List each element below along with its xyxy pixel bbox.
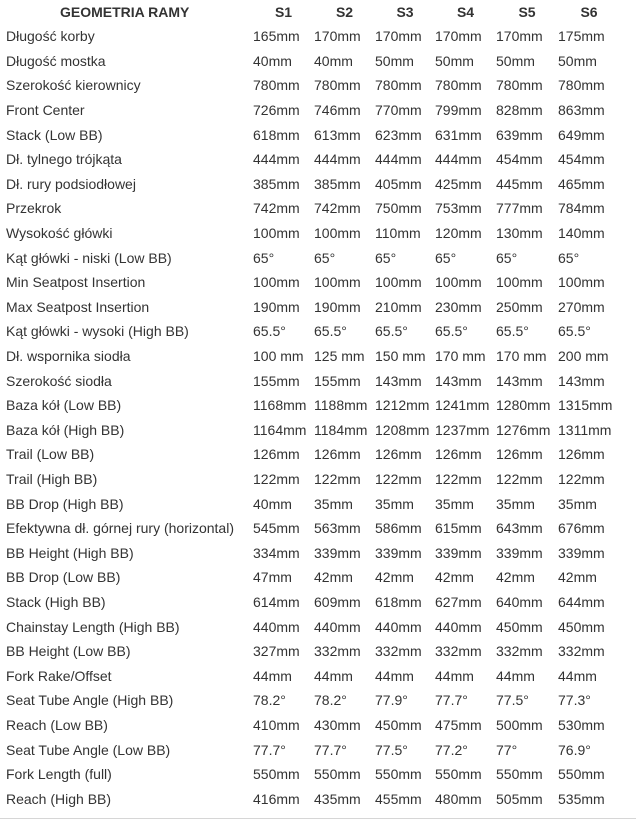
- table-row: [6, 73, 620, 98]
- size-value-s5: 1280mm: [496, 397, 551, 414]
- size-value-s4: 65°: [435, 249, 457, 266]
- size-value-s1: 100mm: [253, 225, 300, 242]
- size-value-s2: 44mm: [314, 667, 353, 684]
- size-value-s6: 65°: [558, 249, 580, 266]
- row-label: Stack (High BB): [6, 593, 106, 610]
- size-value-s4: 475mm: [435, 716, 482, 733]
- size-value-s6: 339mm: [558, 544, 605, 561]
- size-value-s1: 327mm: [253, 643, 300, 660]
- size-value-s2: 385mm: [314, 175, 361, 192]
- size-value-s1: 618mm: [253, 126, 300, 143]
- row-label: Dł. tylnego trójkąta: [6, 151, 122, 168]
- size-value-s5: 65.5°: [496, 323, 529, 340]
- table-row: [6, 590, 620, 615]
- row-label: Stack (Low BB): [6, 126, 103, 143]
- size-value-s2: 100mm: [314, 274, 361, 291]
- size-value-s6: 450mm: [558, 618, 605, 635]
- table-row: [6, 614, 620, 639]
- size-value-s1: 545mm: [253, 520, 300, 537]
- size-value-s3: 618mm: [375, 593, 422, 610]
- size-value-s2: 430mm: [314, 716, 361, 733]
- size-value-s5: 500mm: [496, 716, 543, 733]
- column-header-s3: S3: [396, 4, 414, 20]
- size-value-s5: 126mm: [496, 446, 543, 463]
- size-value-s5: 100mm: [496, 274, 543, 291]
- size-value-s2: 65°: [314, 249, 336, 266]
- row-label: Chainstay Length (High BB): [6, 618, 180, 635]
- size-value-s1: 65.5°: [253, 323, 286, 340]
- size-value-s1: 155mm: [253, 372, 300, 389]
- size-value-s4: 780mm: [435, 77, 482, 94]
- table-row: [6, 565, 620, 590]
- size-value-s2: 742mm: [314, 200, 361, 217]
- table-row: [6, 49, 620, 74]
- size-value-s1: 190mm: [253, 298, 300, 315]
- size-value-s4: 143mm: [435, 372, 482, 389]
- size-value-s3: 332mm: [375, 643, 422, 660]
- size-value-s3: 65°: [375, 249, 397, 266]
- size-value-s3: 1212mm: [375, 397, 430, 414]
- table-row: [6, 491, 620, 516]
- size-value-s3: 550mm: [375, 766, 422, 783]
- size-value-s2: 444mm: [314, 151, 361, 168]
- size-value-s2: 339mm: [314, 544, 361, 561]
- row-label: Przekrok: [6, 200, 62, 217]
- table-row: [6, 713, 620, 738]
- size-value-s4: 425mm: [435, 175, 482, 192]
- size-value-s5: 1276mm: [496, 421, 551, 438]
- column-header-s4: S4: [456, 4, 475, 20]
- size-value-s5: 777mm: [496, 200, 543, 217]
- size-value-s2: 190mm: [314, 298, 361, 315]
- size-value-s2: 332mm: [314, 643, 361, 660]
- size-value-s3: 780mm: [375, 77, 422, 94]
- size-value-s2: 780mm: [314, 77, 361, 94]
- size-value-s3: 750mm: [375, 200, 422, 217]
- row-label: Dł. wspornika siodła: [6, 348, 131, 365]
- size-value-s3: 65.5°: [375, 323, 408, 340]
- size-value-s5: 170mm: [496, 28, 543, 45]
- size-value-s2: 609mm: [314, 593, 361, 610]
- size-value-s4: 44mm: [435, 667, 474, 684]
- size-value-s6: 784mm: [558, 200, 605, 217]
- size-value-s5: 65°: [496, 249, 518, 266]
- size-value-s3: 210mm: [375, 298, 422, 315]
- size-value-s3: 126mm: [375, 446, 422, 463]
- size-value-s1: 416mm: [253, 790, 300, 807]
- size-value-s4: 42mm: [435, 569, 474, 586]
- size-value-s1: 40mm: [253, 495, 292, 512]
- size-value-s2: 1184mm: [314, 421, 368, 438]
- size-value-s3: 450mm: [375, 716, 422, 733]
- size-value-s5: 44mm: [496, 667, 535, 684]
- size-value-s4: 631mm: [435, 126, 482, 143]
- size-value-s3: 110mm: [375, 225, 421, 242]
- geometry-table: [6, 0, 620, 811]
- size-value-s5: 505mm: [496, 790, 543, 807]
- size-value-s1: 77.7°: [253, 741, 286, 758]
- size-value-s2: 126mm: [314, 446, 361, 463]
- table-row: [6, 270, 620, 295]
- size-value-s5: 77°: [496, 741, 518, 758]
- column-header-s6: S6: [580, 4, 598, 20]
- size-value-s4: 753mm: [435, 200, 482, 217]
- size-value-s3: 1208mm: [375, 421, 430, 438]
- table-row: [6, 295, 620, 320]
- table-row: [6, 442, 620, 467]
- size-value-s3: 623mm: [375, 126, 422, 143]
- table-row: [6, 245, 620, 270]
- size-value-s6: 143mm: [558, 372, 605, 389]
- row-label: Reach (Low BB): [6, 716, 108, 733]
- size-value-s3: 170mm: [375, 28, 422, 45]
- row-label: Szerokość kierownicy: [6, 77, 141, 94]
- size-value-s3: 35mm: [375, 495, 414, 512]
- size-value-s1: 65°: [253, 249, 275, 266]
- size-value-s5: 828mm: [496, 102, 543, 119]
- size-value-s1: 1164mm: [253, 421, 307, 438]
- size-value-s5: 122mm: [496, 470, 543, 487]
- bottom-divider: [0, 818, 636, 819]
- table-row: [6, 344, 620, 369]
- table-row: [6, 196, 620, 221]
- size-value-s3: 440mm: [375, 618, 422, 635]
- size-value-s5: 250mm: [496, 298, 543, 315]
- size-value-s5: 332mm: [496, 643, 543, 660]
- column-header-s5: S5: [518, 4, 536, 20]
- row-label: Trail (Low BB): [6, 446, 95, 463]
- size-value-s6: 676mm: [558, 520, 605, 537]
- size-value-s1: 165mm: [253, 28, 300, 45]
- size-value-s5: 50mm: [496, 52, 535, 69]
- size-value-s3: 122mm: [375, 470, 422, 487]
- size-value-s5: 780mm: [496, 77, 543, 94]
- table-row: [6, 147, 620, 172]
- size-value-s2: 1188mm: [314, 397, 368, 414]
- row-label: Kąt główki - niski (Low BB): [6, 249, 172, 266]
- size-value-s5: 550mm: [496, 766, 543, 783]
- row-label: Reach (High BB): [6, 790, 112, 807]
- size-value-s3: 143mm: [375, 372, 422, 389]
- table-row: [6, 786, 620, 811]
- row-label: Dł. rury podsiodłowej: [6, 175, 136, 192]
- size-value-s4: 170mm: [435, 28, 482, 45]
- size-value-s2: 563mm: [314, 520, 361, 537]
- row-label: Max Seatpost Insertion: [6, 298, 150, 315]
- size-value-s5: 42mm: [496, 569, 535, 586]
- table-row: [6, 368, 620, 393]
- size-value-s5: 445mm: [496, 175, 543, 192]
- size-value-s1: 550mm: [253, 766, 300, 783]
- size-value-s3: 42mm: [375, 569, 414, 586]
- size-value-s1: 1168mm: [253, 397, 307, 414]
- size-value-s2: 613mm: [314, 126, 361, 143]
- size-value-s4: 170 mm: [435, 348, 486, 365]
- size-value-s5: 339mm: [496, 544, 543, 561]
- size-value-s6: 780mm: [558, 77, 605, 94]
- size-value-s2: 35mm: [314, 495, 353, 512]
- row-label: Min Seatpost Insertion: [6, 274, 146, 291]
- size-value-s3: 50mm: [375, 52, 414, 69]
- size-value-s1: 334mm: [253, 544, 300, 561]
- row-label: Baza kół (Low BB): [6, 397, 122, 414]
- row-label: BB Height (High BB): [6, 544, 134, 561]
- size-value-s6: 122mm: [558, 470, 605, 487]
- size-value-s5: 77.5°: [496, 692, 529, 709]
- table-body: [6, 24, 620, 811]
- table-row: [6, 24, 620, 49]
- column-header-s1: S1: [274, 4, 293, 20]
- size-value-s4: 126mm: [435, 446, 482, 463]
- size-value-s3: 150 mm: [375, 348, 426, 365]
- table-header-row: [6, 0, 620, 24]
- size-value-s2: 40mm: [314, 52, 353, 69]
- size-value-s4: 120mm: [435, 225, 482, 242]
- size-value-s6: 863mm: [558, 102, 605, 119]
- size-value-s1: 44mm: [253, 667, 292, 684]
- row-label: Front Center: [6, 102, 85, 119]
- size-value-s1: 385mm: [253, 175, 300, 192]
- size-value-s6: 65.5°: [558, 323, 591, 340]
- size-value-s4: 100mm: [435, 274, 482, 291]
- size-value-s1: 122mm: [253, 470, 300, 487]
- row-label: BB Drop (Low BB): [6, 569, 121, 586]
- row-label: Efektywna dł. górnej rury (horizontal): [6, 520, 234, 537]
- size-value-s1: 742mm: [253, 200, 300, 217]
- size-value-s1: 444mm: [253, 151, 300, 168]
- size-value-s3: 77.5°: [375, 741, 408, 758]
- size-value-s1: 126mm: [253, 446, 300, 463]
- size-value-s6: 649mm: [558, 126, 605, 143]
- size-value-s1: 726mm: [253, 102, 300, 119]
- size-value-s3: 444mm: [375, 151, 422, 168]
- size-value-s6: 1315mm: [558, 397, 613, 414]
- size-value-s5: 130mm: [496, 225, 543, 242]
- table-row: [6, 319, 620, 344]
- size-value-s6: 126mm: [558, 446, 605, 463]
- size-value-s2: 77.7°: [314, 741, 347, 758]
- table-row: [6, 418, 620, 443]
- size-value-s1: 780mm: [253, 77, 300, 94]
- size-value-s1: 78.2°: [253, 692, 286, 709]
- size-value-s4: 50mm: [435, 52, 474, 69]
- size-value-s6: 35mm: [558, 495, 597, 512]
- size-value-s2: 78.2°: [314, 692, 347, 709]
- size-value-s3: 586mm: [375, 520, 422, 537]
- size-value-s6: 465mm: [558, 175, 605, 192]
- size-value-s6: 550mm: [558, 766, 605, 783]
- size-value-s6: 44mm: [558, 667, 597, 684]
- size-value-s2: 550mm: [314, 766, 361, 783]
- size-value-s4: 1237mm: [435, 421, 490, 438]
- size-value-s3: 770mm: [375, 102, 422, 119]
- size-value-s6: 332mm: [558, 643, 605, 660]
- table-row: [6, 467, 620, 492]
- size-value-s4: 122mm: [435, 470, 482, 487]
- size-value-s5: 454mm: [496, 151, 543, 168]
- size-value-s2: 170mm: [314, 28, 361, 45]
- size-value-s4: 440mm: [435, 618, 482, 635]
- size-value-s4: 339mm: [435, 544, 482, 561]
- row-label: Seat Tube Angle (High BB): [6, 692, 174, 709]
- size-value-s6: 530mm: [558, 716, 605, 733]
- size-value-s4: 77.2°: [435, 741, 468, 758]
- row-label: Wysokość główki: [6, 225, 113, 242]
- column-header-geometry: GEOMETRIA RAMY: [60, 4, 190, 20]
- table-row: [6, 516, 620, 541]
- row-label: BB Height (Low BB): [6, 643, 131, 660]
- size-value-s6: 140mm: [558, 225, 605, 242]
- size-value-s4: 1241mm: [435, 397, 490, 414]
- size-value-s4: 550mm: [435, 766, 482, 783]
- size-value-s1: 410mm: [253, 716, 300, 733]
- size-value-s2: 100mm: [314, 225, 361, 242]
- size-value-s2: 155mm: [314, 372, 361, 389]
- size-value-s1: 440mm: [253, 618, 300, 635]
- size-value-s2: 65.5°: [314, 323, 347, 340]
- size-value-s1: 100 mm: [253, 348, 304, 365]
- size-value-s3: 44mm: [375, 667, 414, 684]
- row-label: Fork Rake/Offset: [6, 667, 112, 684]
- row-label: Seat Tube Angle (Low BB): [6, 741, 171, 758]
- size-value-s6: 50mm: [558, 52, 597, 69]
- row-label: BB Drop (High BB): [6, 495, 124, 512]
- size-value-s5: 143mm: [496, 372, 543, 389]
- size-value-s2: 42mm: [314, 569, 353, 586]
- size-value-s4: 230mm: [435, 298, 482, 315]
- size-value-s6: 270mm: [558, 298, 605, 315]
- size-value-s3: 455mm: [375, 790, 422, 807]
- table-row: [6, 762, 620, 787]
- size-value-s3: 100mm: [375, 274, 422, 291]
- size-value-s4: 627mm: [435, 593, 482, 610]
- table-row: [6, 122, 620, 147]
- size-value-s3: 339mm: [375, 544, 422, 561]
- size-value-s3: 405mm: [375, 175, 422, 192]
- size-value-s4: 77.7°: [435, 692, 468, 709]
- column-header-s2: S2: [335, 4, 354, 20]
- size-value-s6: 535mm: [558, 790, 605, 807]
- size-value-s2: 122mm: [314, 470, 361, 487]
- table-row: [6, 688, 620, 713]
- size-value-s1: 40mm: [253, 52, 292, 69]
- table-row: [6, 737, 620, 762]
- row-label: Długość korby: [6, 28, 95, 45]
- size-value-s5: 640mm: [496, 593, 543, 610]
- size-value-s2: 440mm: [314, 618, 361, 635]
- size-value-s5: 35mm: [496, 495, 535, 512]
- table-row: [6, 639, 620, 664]
- row-label: Trail (High BB): [6, 470, 98, 487]
- table-row: [6, 393, 620, 418]
- size-value-s6: 1311mm: [558, 421, 612, 438]
- size-value-s5: 450mm: [496, 618, 543, 635]
- size-value-s4: 615mm: [435, 520, 482, 537]
- size-value-s4: 480mm: [435, 790, 482, 807]
- row-label: Szerokość siodła: [6, 372, 112, 389]
- size-value-s5: 639mm: [496, 126, 543, 143]
- size-value-s4: 799mm: [435, 102, 482, 119]
- size-value-s4: 35mm: [435, 495, 474, 512]
- size-value-s6: 200 mm: [558, 348, 609, 365]
- size-value-s4: 444mm: [435, 151, 482, 168]
- size-value-s5: 643mm: [496, 520, 543, 537]
- size-value-s6: 76.9°: [558, 741, 591, 758]
- size-value-s1: 614mm: [253, 593, 300, 610]
- size-value-s2: 746mm: [314, 102, 361, 119]
- table-row: [6, 172, 620, 197]
- row-label: Fork Length (full): [6, 766, 112, 783]
- size-value-s6: 77.3°: [558, 692, 591, 709]
- size-value-s6: 454mm: [558, 151, 605, 168]
- size-value-s6: 644mm: [558, 593, 605, 610]
- size-value-s5: 170 mm: [496, 348, 547, 365]
- row-label: Kąt główki - wysoki (High BB): [6, 323, 189, 340]
- table-row: [6, 540, 620, 565]
- size-value-s6: 100mm: [558, 274, 605, 291]
- size-value-s1: 100mm: [253, 274, 300, 291]
- table-row: [6, 221, 620, 246]
- size-value-s6: 42mm: [558, 569, 597, 586]
- size-value-s6: 175mm: [558, 28, 605, 45]
- size-value-s3: 77.9°: [375, 692, 408, 709]
- size-value-s4: 332mm: [435, 643, 482, 660]
- table-row: [6, 663, 620, 688]
- row-label: Długość mostka: [6, 52, 106, 69]
- size-value-s4: 65.5°: [435, 323, 468, 340]
- size-value-s2: 435mm: [314, 790, 361, 807]
- table-row: [6, 98, 620, 123]
- size-value-s2: 125 mm: [314, 348, 365, 365]
- size-value-s1: 47mm: [253, 569, 292, 586]
- row-label: Baza kół (High BB): [6, 421, 125, 438]
